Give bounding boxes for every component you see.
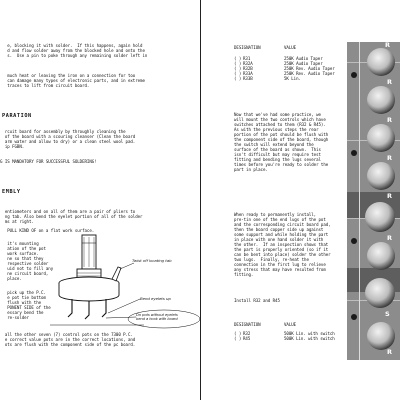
potentiometer-knob	[367, 48, 395, 76]
potentiometer-knob	[367, 242, 395, 270]
text-line: arm water and allow to dry) or a clean steel wool pad.	[0, 139, 136, 144]
potentiometer-knob	[367, 162, 395, 190]
text-line: ng tab. Also bend the eyelet portion of all of the solder	[0, 214, 143, 219]
text-line: PULL KIND OF on a flat work surface.	[0, 228, 95, 233]
figure-label-tab: Twist off locating tab	[132, 258, 172, 263]
section-heading-assembly: EMBLY	[2, 189, 21, 195]
paragraph-line: fitting and bending the lugs several	[234, 157, 321, 162]
pot-lug	[102, 299, 106, 317]
board-wire	[359, 42, 360, 360]
table1-value: 5K Lin.	[284, 76, 301, 81]
text-line: it's mounting	[0, 241, 39, 246]
table1-value: 250K Rev. Audio Taper	[284, 66, 335, 71]
pot-lug	[85, 301, 89, 319]
table1-check: ( )	[234, 76, 242, 81]
table1-value: 250K Audio Taper	[284, 61, 323, 66]
paragraph-line: any stress that may have resulted from	[234, 267, 326, 272]
table1-check: ( )	[234, 66, 242, 71]
install-instruction: Install R32 and R45	[234, 298, 280, 303]
table1-value: 250K Rev. Audio Taper	[284, 71, 335, 76]
right-page	[201, 0, 400, 400]
figure-label-bend: Bend eyelets up	[140, 296, 171, 301]
figure-label-pots: On pots without eyelets bend a hook with board	[136, 313, 178, 322]
paragraph-line: and the corresponding circuit board pad,	[234, 222, 331, 227]
text-line: respective solder	[0, 261, 49, 266]
text-line: place.	[0, 276, 22, 281]
table2-check: ( )	[234, 331, 242, 336]
paragraph-line: surface of the board as shown. This	[234, 147, 321, 152]
text-line: ip FGBN.	[0, 144, 25, 149]
paragraph-line: will mount the two controls which have	[234, 117, 326, 122]
table2-designation: R32	[243, 331, 251, 336]
table1-header-value: VALUE	[284, 45, 297, 50]
table1-header-designation: DESIGNATION	[234, 45, 261, 50]
text-line: ne circuit board,	[0, 271, 49, 276]
paragraph-line: can be bent into place) solder the other	[234, 252, 331, 257]
table1-designation: R33B	[243, 76, 253, 81]
paragraph-line: When ready to permanently install,	[234, 212, 317, 217]
table1-designation: R33A	[243, 71, 253, 76]
photo-ref-label: R	[387, 116, 393, 124]
photo-ref-label: R	[387, 348, 393, 356]
text-line: traces to lift from circuit board.	[0, 83, 90, 88]
table1-check: ( )	[234, 71, 242, 76]
paragraph-line: pre-tin one of the end lugs of the pot	[234, 217, 326, 222]
paragraph-line: then the board copper side up against	[234, 227, 324, 232]
text-line: much heat or leaving the iron on a connection for too	[0, 73, 136, 78]
paragraph-line: switches attached to them (R32 & R45).	[234, 122, 326, 127]
paragraph-line: some support and while holding the part	[234, 232, 329, 237]
paragraph-line: isn't difficult but may require test	[234, 152, 321, 157]
potentiometer-knob	[367, 322, 395, 350]
paragraph-line: connection in the first lug to relieve	[234, 262, 326, 267]
board-hole	[351, 314, 357, 320]
paragraph-line: in place with one hand solder it with	[234, 237, 324, 242]
text-line: pick up the P.C.	[0, 290, 46, 295]
table2-value: 500K Lin. with switch	[284, 331, 335, 336]
paragraph-line: As with the previous steps the rear	[234, 127, 319, 132]
text-line: all the other seven (7) control pots on the 7300 P.C.	[0, 332, 133, 337]
potentiometer-knob	[365, 278, 395, 308]
text-line: can damage many types of electronic parts, and in extreme	[0, 78, 145, 83]
board-hole	[351, 72, 357, 78]
table1-designation: R32B	[243, 66, 253, 71]
paragraph-line: the component side of the board, though	[234, 137, 329, 142]
text-line: ation of the pot	[0, 246, 46, 251]
text-line: entiometers and on all of them are a pair of pliers to	[0, 209, 136, 214]
paragraph-line: the switch will extend beyond the	[234, 142, 314, 147]
board-hole	[351, 238, 357, 244]
table1-check: ( )	[234, 61, 242, 66]
text-line: essary bend the	[0, 310, 44, 315]
section-heading-preparation: PARATION	[2, 113, 32, 119]
text-line: ots are flush with the component side of the pc board.	[0, 342, 136, 347]
text-line: work surface.	[0, 251, 39, 256]
table1-value: 250K Audio Taper	[284, 56, 323, 61]
warning-text: G IS MANDATORY FOR SUCCESSFUL SOLDERING!	[0, 159, 97, 164]
photo-ref-label: S	[385, 310, 390, 318]
text-line: rcuit board for assembly by throughly cleaning the	[0, 129, 126, 134]
table1-designation: R31	[243, 56, 251, 61]
text-line: ms at right.	[0, 219, 34, 224]
board-hole	[351, 150, 357, 156]
paragraph-line: the part is properly oriented (so if it	[234, 247, 329, 252]
photo-ref-label: R	[387, 78, 393, 86]
paragraph-line: times before you're ready to solder the	[234, 162, 329, 167]
table2-header-value: VALUE	[284, 322, 297, 327]
text-line: e pot tie bottom	[0, 295, 46, 300]
pot-lug	[68, 299, 72, 317]
photo-ref-label: R	[387, 234, 393, 242]
table1-check: ( )	[234, 56, 242, 61]
photo-ref-label: R	[385, 42, 391, 49]
text-line: re-solder	[0, 315, 29, 320]
paragraph-line: part in place.	[234, 167, 268, 172]
circuit-board-photo	[347, 42, 400, 360]
potentiometer-knob	[367, 86, 395, 114]
locating-tab	[112, 267, 121, 281]
paragraph-line: Now that we've had some practice, we	[234, 112, 321, 117]
text-line: ne so that they	[0, 256, 44, 261]
text-line: uid not to fill any	[0, 266, 54, 271]
potentiometer-knob	[365, 202, 395, 232]
text-line: of the board with a scouring cleanser (Clean the board	[0, 134, 136, 139]
table1-designation: R32A	[243, 61, 253, 66]
text-line: s. Use a pin to poke through any remaining solder left in	[0, 53, 148, 58]
paragraph-line: fitting.	[234, 272, 254, 277]
table2-value: 500K Lin. with switch	[284, 336, 335, 341]
text-line: PONENT SIDE of the	[0, 305, 51, 310]
paragraph-line: the other. If an inspection shows that	[234, 242, 329, 247]
paragraph-line: two lugs. Finally, re-heat the	[234, 257, 309, 262]
paragraph-line: portion of the pot should be flush with	[234, 132, 329, 137]
text-line: e correct value pots are in the correct locations, and	[0, 337, 136, 342]
photo-ref-label: R	[387, 154, 393, 162]
text-line: d and flow solder away from the blocked hole and onto the	[0, 48, 145, 53]
text-line: e, blocking it with solder. If this happens, again hold	[0, 43, 143, 48]
table2-designation: R45	[243, 336, 251, 341]
text-line: flush with the	[0, 300, 42, 305]
potentiometer-knob	[367, 124, 395, 152]
table2-header-designation: DESIGNATION	[234, 322, 261, 327]
table2-check: ( )	[234, 336, 242, 341]
photo-ref-label: R	[387, 192, 393, 200]
